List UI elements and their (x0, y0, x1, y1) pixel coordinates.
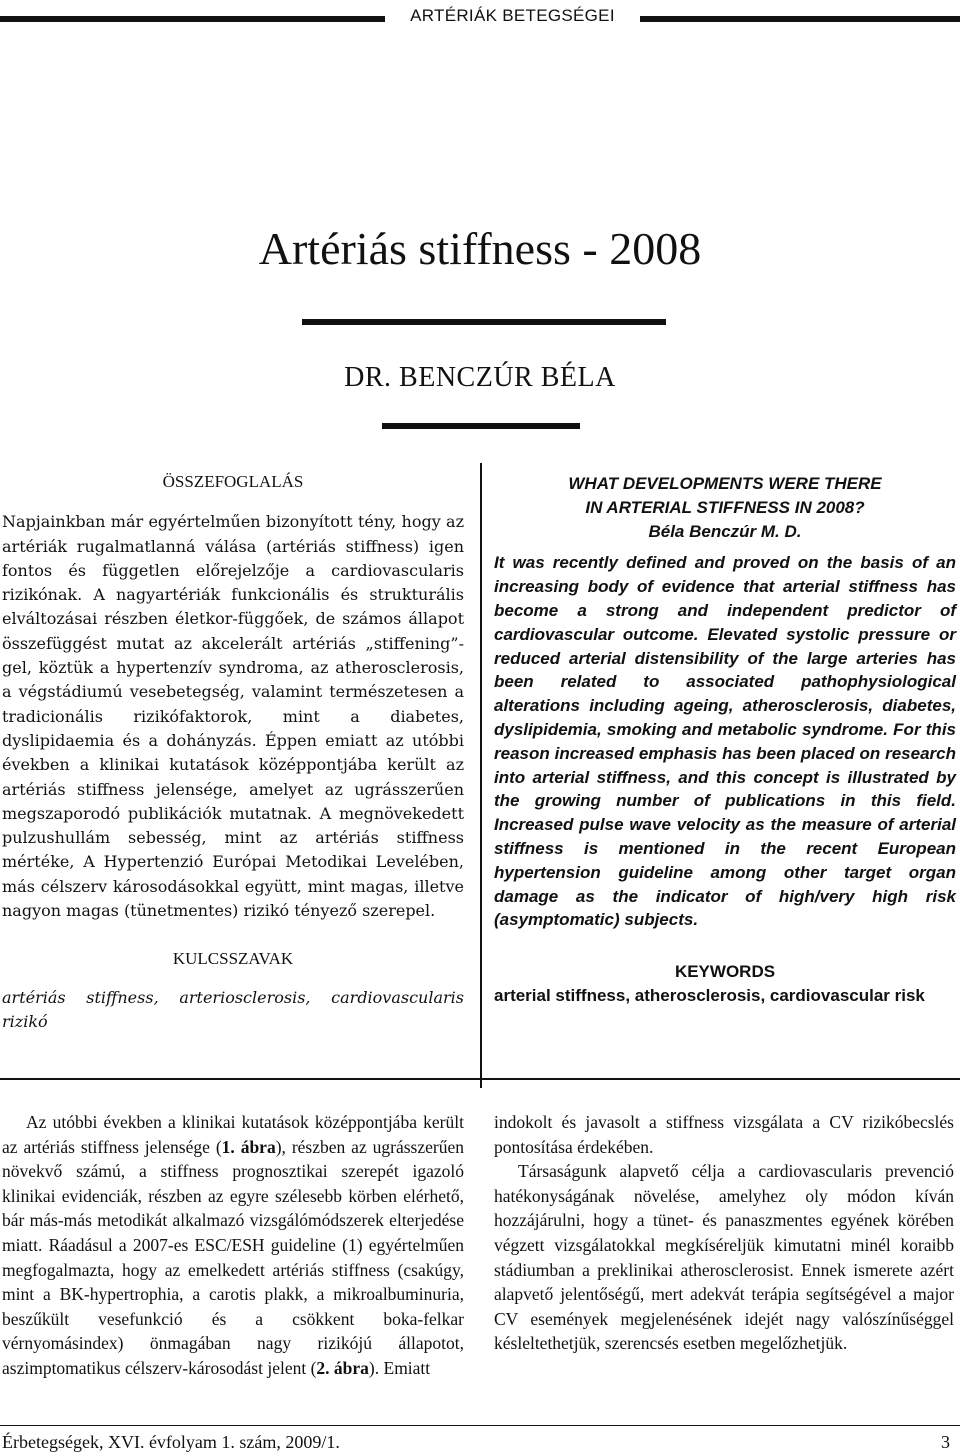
journal-citation: Érbetegségek, XVI. évfolyam 1. szám, 2009/1. (2, 1432, 340, 1452)
article-author: DR. BENCZÚR BÉLA (344, 362, 616, 393)
article-title: Artériás stiffness - 2008 (258, 223, 702, 274)
figure-ref-1: 1. ábra (221, 1136, 276, 1157)
body-paragraph: indokolt és javasolt a stiffness vizsgálata a CV rizikóbecslés pontosítása érdekében. (494, 1112, 954, 1157)
footer-rule (0, 1425, 960, 1426)
body-text: Az utóbbi években a klinikai kutatások középpontjába került az artériás stiffness jelensége ( (2, 1112, 464, 1157)
body-text: ), részben az ugrásszerűen növekvő számú, a stiffness prognosztikai szerepét igazoló klinikai evidenciák, részben az egyre szélesebb körben elérhető, bár más-más metodikát alkalmazó vizsgálómódszerek elterjedése miatt. Ráadásul a 2007-es ESC/ESH guideline (1) egyértelműen megfogalmazta, hogy az emelkedett artériás stiffness (csakúgy, mint a BK-hypertrophia, a carotis plakk, a mikroalbuminuria, beszűkült vesefunkció és a csökkent boka-felkar vérnyomásindex) önmagában nagy rizikójú állapotot, aszimptomatikus célszerv-károsodást jelent ( (2, 1136, 464, 1378)
english-keywords-text: arterial stiffness, atherosclerosis, cardiovascular risk (494, 985, 925, 1005)
body-paragraph: Társaságunk alapvető célja a cardiovascularis prevenció hatékonyságának növelése, amelyhez oly módon kíván hozzájárulni, hogy a tünet- és panaszmentes egyének körében végzett vizsgálatokkal megkíséreljük kimutatni minél koraibb stádiumban a preklinikai atherosclerosist. Ennek ismerete azért alapvető jelentőségű, mert adekvát terápia segítségével a major CV események megjelenésének idejét nagy valószínűséggel késleltethetjük, szerencsés esetben megelőzhetjük. (494, 1161, 954, 1354)
body-text: ). Emiatt (368, 1357, 431, 1378)
abstract-hungarian (2, 470, 464, 1034)
keywords-heading: KULCSSZAVAK (172, 949, 294, 969)
section-label: ARTÉRIÁK BETEGSÉGEI (410, 6, 615, 25)
header-bar-right (640, 16, 960, 22)
page-number: 3 (941, 1432, 950, 1452)
running-header (0, 6, 960, 30)
figure-ref-2: 2. ábra (316, 1357, 369, 1378)
author-rule (382, 423, 580, 429)
body-column-right (494, 1110, 954, 1356)
body-paragraph (2, 1110, 464, 1381)
title-rule (302, 319, 666, 325)
english-abstract-text: It was recently defined and proved on the basis of an increasing body of evidence that arterial stiffness has become a strong and independent predictor of cardiovascular outcome. Elevated systolic pressure or reduced arterial distensibility of the large arteries has been related to associated pathophysiological alterations including ageing, atherosclerosis, diabetes, dyslipidemia, smoking and metabolic syndrome. For this reason increased emphasis has been placed on research into arterial stiffness, and this concept is illustrated by the growing number of publications in this field. Increased pulse wave velocity as the measure of arterial stiffness is mentioned in the recent European hypertension guideline among other target organ damage as the indicator of high/very high risk (asymptomatic) subjects. (494, 553, 956, 930)
column-divider (480, 463, 482, 1088)
english-author: Béla Benczúr M. D. (648, 521, 802, 541)
english-keywords-heading: KEYWORDS (674, 962, 776, 982)
english-title-line1: WHAT DEVELOPMENTS WERE THERE (568, 474, 882, 493)
body-column-left (2, 1110, 464, 1381)
header-bar-left (0, 16, 385, 22)
abstract-text: Napjainkban már egyértelműen bizonyított tény, hogy az artériák rugalmatlanná válása (artériás stiffness) igen fontos és független előrejelzője a cardiovascularis rizikónak. A nagyartériák funkcionális és strukturális elváltozásai részben életkor-függőek, de számos állapot összefüggést mutat az akcelerált artériás „stiffening”-gel, köztük a hypertenzív syndroma, az atherosclerosis, a végstádiumú vesebetegség, valamint természetesen a tradicionális rizikófaktorok, mint a diabetes, dyslipidaemia és a dohányzás. Éppen emiatt az utóbbi években a klinikai kutatások középpontjába került az artériás stiffness jelensége, amelyet az ugrásszerűen megszaporodó publikációk mutatnak. A megnövekedett pulzushullám sebesség, mint az artériás stiffness mértéke, A Hypertenzió Európai Metodikai Levelében, más célszerv károsodásokkal együtt, mint magas, illetve nagyon magas (tünetmentes) rizikó tényező szerepel. (2, 512, 464, 921)
section-separator (0, 1078, 960, 1080)
abstract-heading: ÖSSZEFOGLALÁS (162, 472, 304, 491)
abstract-english (494, 472, 956, 1008)
english-title-line2: IN ARTERIAL STIFFNESS IN 2008? (585, 497, 865, 517)
keywords-text: artériás stiffness, arteriosclerosis, cardiovascularis rizikó (2, 987, 464, 1031)
